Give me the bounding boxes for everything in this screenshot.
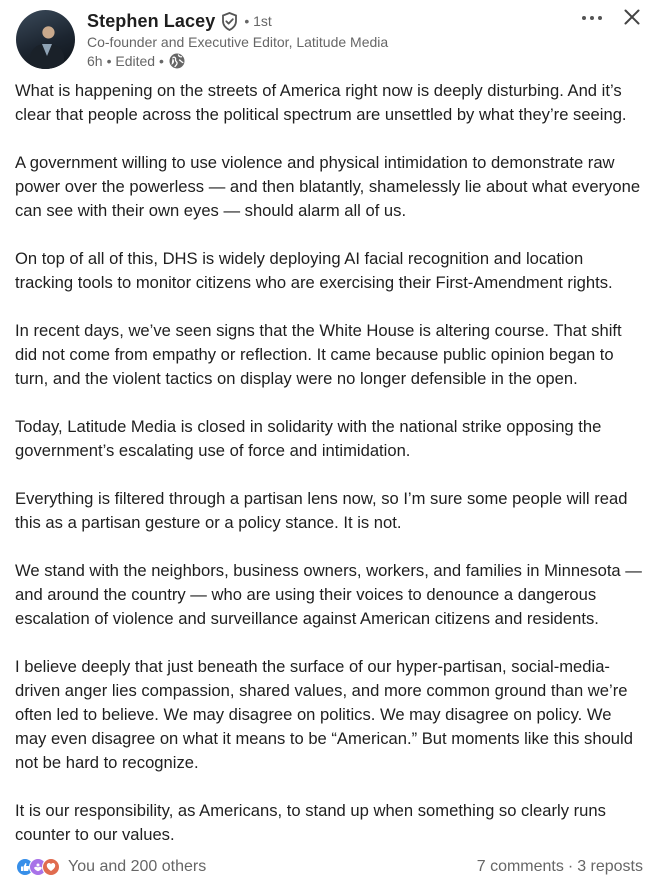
- love-reaction-icon: [42, 858, 60, 876]
- post-edited: • Edited •: [106, 53, 164, 69]
- verified-shield-icon: [221, 12, 238, 31]
- post-paragraph: On top of all of this, DHS is widely deploying AI facial recognition and location tracking tools to monitor citizens who are exercising their First-Amendment rights.: [15, 249, 613, 292]
- social-counts-bar: [0, 854, 655, 880]
- post-paragraph: Today, Latitude Media is closed in solidarity with the national strike opposing the government’s escalating use of force and intimidation.: [15, 417, 602, 460]
- post-paragraph: It is our responsibility, as Americans, to stand up when something so clearly runs counter to our values.: [15, 801, 606, 844]
- author-name[interactable]: Stephen Lacey: [87, 10, 216, 31]
- author-name-row: [87, 10, 272, 32]
- connection-degree: • 1st: [244, 13, 272, 29]
- post-meta: [87, 52, 185, 70]
- post-paragraph: A government willing to use violence and physical intimidation to demonstrate raw power over the powerless — and then blatantly, shamelessly lie about what everyone can see with their own eyes — should alarm all of us.: [15, 153, 641, 220]
- more-options-icon: [581, 15, 603, 21]
- counts-separator: ·: [567, 858, 574, 875]
- close-button[interactable]: [621, 6, 643, 28]
- post-paragraph: What is happening on the streets of America right now is deeply disturbing. And it’s clear that people across the political spectrum are unsettled by what they’re seeing.: [15, 81, 627, 124]
- post-paragraph: We stand with the neighbors, business owners, workers, and families in Minnesota — and around the country — who are using their voices to denounce a dangerous escalation of violence and surveillance against American citizens and residents.: [15, 561, 642, 628]
- close-icon: [624, 9, 640, 25]
- post-body: [15, 79, 643, 871]
- author-avatar[interactable]: [16, 10, 75, 69]
- post-paragraph: I believe deeply that just beneath the surface of our hyper-partisan, social-media-driven anger lies compassion, shared values, and more common ground than we’re often led to believe. We may disagree on politics. We may disagree on policy. We may even disagree on what it means to be “American.” But moments like this should not be hard to recognize.: [15, 657, 633, 772]
- post-paragraph: In recent days, we’ve seen signs that the White House is altering course. That shift did not come from empathy or reflection. It came because public opinion began to turn, and the violent tactics on display were no longer defensible in the open.: [15, 321, 622, 388]
- author-headline: Co-founder and Executive Editor, Latitude Media: [87, 34, 389, 50]
- comments-count[interactable]: 7 comments: [476, 858, 564, 875]
- reactions-text: You and 200 others: [68, 858, 207, 875]
- post-paragraph: Everything is filtered through a partisan lens now, so I’m sure some people will read this as a partisan gesture or a policy stance. It is not.: [15, 489, 628, 532]
- more-options-button[interactable]: [578, 8, 606, 28]
- reposts-count[interactable]: 3 reposts: [577, 858, 643, 875]
- post-header: [0, 0, 655, 76]
- reactions-summary[interactable]: [16, 857, 206, 877]
- globe-icon: [169, 53, 185, 69]
- post-time: 6h: [87, 53, 103, 69]
- engagement-counts: [477, 857, 643, 877]
